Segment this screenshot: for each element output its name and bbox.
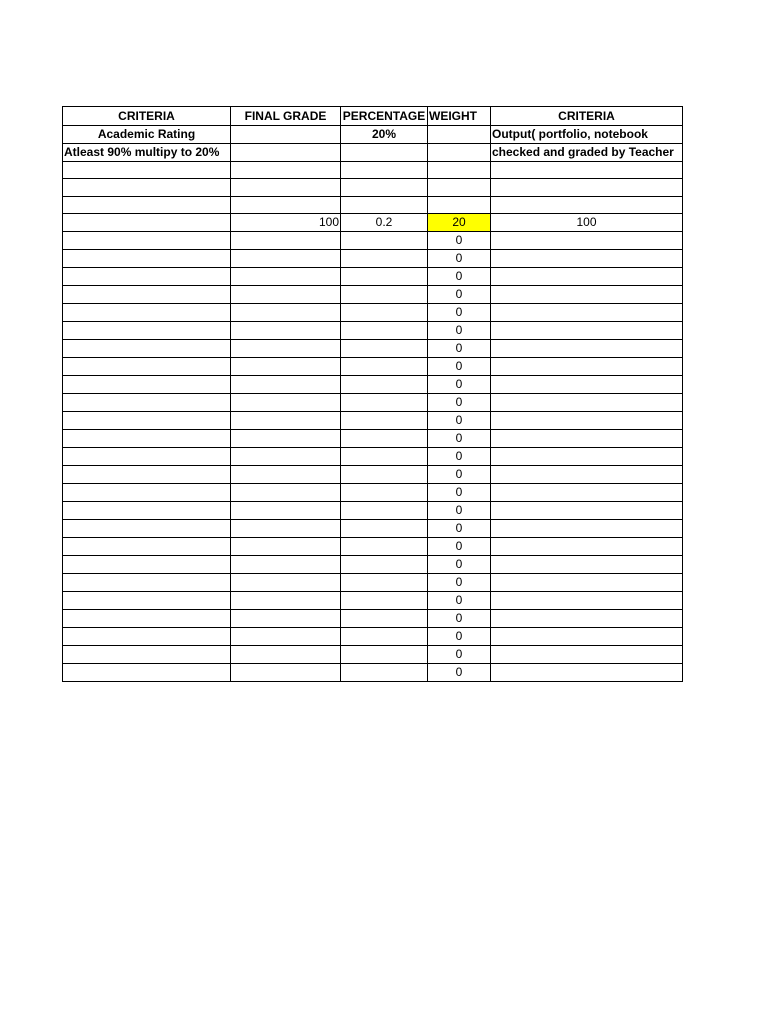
empty-cell[interactable]: [341, 466, 428, 484]
empty-cell[interactable]: [63, 412, 231, 430]
empty-cell[interactable]: [491, 646, 683, 664]
weight-cell[interactable]: 0: [428, 340, 491, 358]
empty-cell[interactable]: [231, 162, 341, 179]
empty-cell[interactable]: [63, 162, 231, 179]
output-criteria-cell[interactable]: Output( portfolio, notebook: [491, 126, 683, 144]
empty-cell[interactable]: [341, 520, 428, 538]
empty-cell[interactable]: [231, 322, 341, 340]
empty-cell[interactable]: [63, 466, 231, 484]
table-row: [63, 538, 683, 556]
empty-cell[interactable]: [491, 340, 683, 358]
weight-cell[interactable]: 0: [428, 664, 491, 682]
weight-cell[interactable]: 0: [428, 412, 491, 430]
empty-cell[interactable]: [63, 286, 231, 304]
empty-cell[interactable]: [63, 322, 231, 340]
empty-cell[interactable]: [341, 646, 428, 664]
table-row: [63, 250, 683, 268]
criteria-score-cell[interactable]: 100: [491, 214, 683, 232]
table-row: [63, 556, 683, 574]
table-row: [63, 322, 683, 340]
empty-cell[interactable]: [341, 394, 428, 412]
empty-cell[interactable]: [63, 448, 231, 466]
empty-cell[interactable]: [231, 304, 341, 322]
empty-cell[interactable]: [231, 574, 341, 592]
table-row: [63, 466, 683, 484]
empty-cell[interactable]: [63, 628, 231, 646]
header-row: [63, 107, 683, 126]
weight-cell[interactable]: 0: [428, 430, 491, 448]
header-criteria-left[interactable]: CRITERIA: [63, 107, 231, 126]
weight-cell[interactable]: 0: [428, 538, 491, 556]
empty-cell[interactable]: [341, 592, 428, 610]
table-row: [63, 592, 683, 610]
weight-cell[interactable]: 0: [428, 520, 491, 538]
computed-row: [63, 214, 683, 232]
table-row: [63, 664, 683, 682]
weight-cell[interactable]: 0: [428, 646, 491, 664]
empty-cell[interactable]: [231, 286, 341, 304]
blank-row: [63, 179, 683, 196]
table-row: [63, 304, 683, 322]
empty-cell[interactable]: [341, 179, 428, 196]
blank-row: [63, 196, 683, 213]
empty-cell[interactable]: [63, 376, 231, 394]
empty-cell[interactable]: [341, 574, 428, 592]
weight-cell[interactable]: 0: [428, 466, 491, 484]
empty-cell[interactable]: [231, 250, 341, 268]
empty-cell[interactable]: [341, 196, 428, 213]
table-row: [63, 484, 683, 502]
empty-cell[interactable]: [491, 286, 683, 304]
empty-cell[interactable]: [231, 430, 341, 448]
empty-cell[interactable]: [491, 628, 683, 646]
weight-cell[interactable]: 0: [428, 484, 491, 502]
empty-cell[interactable]: [491, 466, 683, 484]
empty-cell[interactable]: [231, 268, 341, 286]
header-weight[interactable]: WEIGHT: [428, 107, 491, 126]
empty-cell[interactable]: [341, 448, 428, 466]
weight-cell[interactable]: 0: [428, 628, 491, 646]
empty-cell[interactable]: [491, 502, 683, 520]
weight-cell[interactable]: 0: [428, 610, 491, 628]
table-row: [63, 232, 683, 250]
empty-cell[interactable]: [491, 592, 683, 610]
empty-cell[interactable]: [231, 610, 341, 628]
empty-cell[interactable]: [231, 144, 341, 162]
empty-cell[interactable]: [491, 322, 683, 340]
empty-cell[interactable]: [491, 664, 683, 682]
empty-cell[interactable]: [63, 574, 231, 592]
empty-cell[interactable]: [63, 268, 231, 286]
empty-cell[interactable]: [428, 144, 491, 162]
header-criteria-right[interactable]: CRITERIA: [491, 107, 683, 126]
percentage-decimal-cell[interactable]: 0.2: [341, 214, 428, 232]
weight-cell[interactable]: 0: [428, 574, 491, 592]
empty-cell[interactable]: [231, 412, 341, 430]
empty-cell[interactable]: [231, 646, 341, 664]
empty-cell[interactable]: [231, 484, 341, 502]
empty-cell[interactable]: [231, 196, 341, 213]
grading-spreadsheet: [62, 106, 683, 682]
empty-cell[interactable]: [231, 556, 341, 574]
empty-cell[interactable]: [341, 286, 428, 304]
weight-cell[interactable]: 0: [428, 250, 491, 268]
weight-cell[interactable]: 0: [428, 502, 491, 520]
empty-cell[interactable]: [63, 520, 231, 538]
rule-cell[interactable]: Atleast 90% multipy to 20%: [63, 144, 231, 162]
empty-cell[interactable]: [491, 179, 683, 196]
empty-cell[interactable]: [341, 664, 428, 682]
empty-cell[interactable]: [341, 144, 428, 162]
weight-cell[interactable]: 0: [428, 394, 491, 412]
empty-cell[interactable]: [231, 394, 341, 412]
percentage-value-cell[interactable]: 20%: [341, 126, 428, 144]
header-percentage[interactable]: PERCENTAGE: [341, 107, 428, 126]
empty-cell[interactable]: [63, 196, 231, 213]
empty-cell[interactable]: [341, 538, 428, 556]
weight-cell[interactable]: 0: [428, 232, 491, 250]
table-row: [63, 286, 683, 304]
empty-cell[interactable]: [341, 556, 428, 574]
weight-cell[interactable]: 0: [428, 376, 491, 394]
table-row: [63, 520, 683, 538]
empty-cell[interactable]: [341, 358, 428, 376]
empty-cell[interactable]: [231, 358, 341, 376]
empty-cell[interactable]: [231, 628, 341, 646]
empty-cell[interactable]: [341, 304, 428, 322]
empty-cell[interactable]: [341, 628, 428, 646]
empty-cell[interactable]: [63, 556, 231, 574]
empty-cell[interactable]: [63, 592, 231, 610]
table-row: [63, 628, 683, 646]
table-row: [63, 610, 683, 628]
table-row: [63, 646, 683, 664]
empty-cell[interactable]: [231, 340, 341, 358]
weight-cell[interactable]: 0: [428, 322, 491, 340]
table-row: [63, 376, 683, 394]
empty-cell[interactable]: [341, 268, 428, 286]
empty-cell[interactable]: [231, 520, 341, 538]
weight-highlight-cell[interactable]: 20: [428, 214, 491, 232]
empty-cell[interactable]: [491, 520, 683, 538]
empty-cell[interactable]: [491, 304, 683, 322]
empty-cell[interactable]: [63, 250, 231, 268]
empty-cell[interactable]: [341, 322, 428, 340]
table-row: [63, 412, 683, 430]
empty-cell[interactable]: [341, 162, 428, 179]
table-row: [63, 430, 683, 448]
empty-cell[interactable]: [491, 574, 683, 592]
table-row: [63, 268, 683, 286]
empty-cell[interactable]: [231, 466, 341, 484]
empty-cell[interactable]: [63, 610, 231, 628]
checked-by-cell[interactable]: checked and graded by Teacher: [491, 144, 683, 162]
table-row: [63, 502, 683, 520]
empty-cell[interactable]: [231, 592, 341, 610]
empty-cell[interactable]: [63, 214, 231, 232]
empty-cell[interactable]: [341, 430, 428, 448]
empty-cell[interactable]: [231, 232, 341, 250]
empty-cell[interactable]: [428, 179, 491, 196]
empty-cell[interactable]: [428, 126, 491, 144]
empty-cell[interactable]: [63, 664, 231, 682]
empty-cell[interactable]: [231, 502, 341, 520]
weight-cell[interactable]: 0: [428, 268, 491, 286]
header-final-grade[interactable]: FINAL GRADE: [231, 107, 341, 126]
empty-cell[interactable]: [341, 232, 428, 250]
table-row: [63, 358, 683, 376]
academic-rating-cell[interactable]: Academic Rating: [63, 126, 231, 144]
empty-cell[interactable]: [491, 394, 683, 412]
blank-row: [63, 162, 683, 179]
weight-cell[interactable]: 0: [428, 304, 491, 322]
academic-rating-row: [63, 126, 683, 144]
empty-cell[interactable]: [491, 412, 683, 430]
empty-cell[interactable]: [63, 646, 231, 664]
table-row: [63, 574, 683, 592]
rule-row: [63, 144, 683, 162]
weight-cell[interactable]: 0: [428, 286, 491, 304]
empty-cell[interactable]: [63, 232, 231, 250]
empty-cell[interactable]: [231, 448, 341, 466]
empty-cell[interactable]: [63, 179, 231, 196]
table-row: [63, 394, 683, 412]
empty-cell[interactable]: [341, 250, 428, 268]
empty-cell[interactable]: [63, 430, 231, 448]
empty-cell[interactable]: [491, 268, 683, 286]
empty-cell[interactable]: [341, 412, 428, 430]
empty-cell[interactable]: [341, 610, 428, 628]
empty-cell[interactable]: [491, 250, 683, 268]
final-grade-cell[interactable]: 100: [231, 214, 341, 232]
empty-cell[interactable]: [231, 664, 341, 682]
weight-cell[interactable]: 0: [428, 592, 491, 610]
empty-cell[interactable]: [491, 358, 683, 376]
empty-cell[interactable]: [491, 556, 683, 574]
empty-cell[interactable]: [341, 376, 428, 394]
empty-cell[interactable]: [231, 126, 341, 144]
weight-cell[interactable]: 0: [428, 448, 491, 466]
empty-cell[interactable]: [63, 538, 231, 556]
empty-cell[interactable]: [231, 179, 341, 196]
empty-cell[interactable]: [341, 484, 428, 502]
empty-cell[interactable]: [491, 376, 683, 394]
empty-cell[interactable]: [491, 232, 683, 250]
empty-cell[interactable]: [491, 196, 683, 213]
empty-cell[interactable]: [428, 196, 491, 213]
table-row: [63, 340, 683, 358]
empty-cell[interactable]: [63, 502, 231, 520]
empty-cell[interactable]: [63, 340, 231, 358]
empty-cell[interactable]: [491, 448, 683, 466]
empty-cell[interactable]: [63, 358, 231, 376]
empty-cell[interactable]: [491, 610, 683, 628]
empty-cell[interactable]: [63, 484, 231, 502]
weight-cell[interactable]: 0: [428, 556, 491, 574]
empty-cell[interactable]: [231, 376, 341, 394]
empty-cell[interactable]: [63, 304, 231, 322]
empty-cell[interactable]: [231, 538, 341, 556]
empty-cell[interactable]: [491, 538, 683, 556]
empty-cell[interactable]: [491, 484, 683, 502]
empty-cell[interactable]: [428, 162, 491, 179]
table-row: [63, 448, 683, 466]
weight-cell[interactable]: 0: [428, 358, 491, 376]
empty-cell[interactable]: [63, 394, 231, 412]
empty-cell[interactable]: [341, 502, 428, 520]
empty-cell[interactable]: [491, 162, 683, 179]
empty-cell[interactable]: [491, 430, 683, 448]
empty-cell[interactable]: [341, 340, 428, 358]
